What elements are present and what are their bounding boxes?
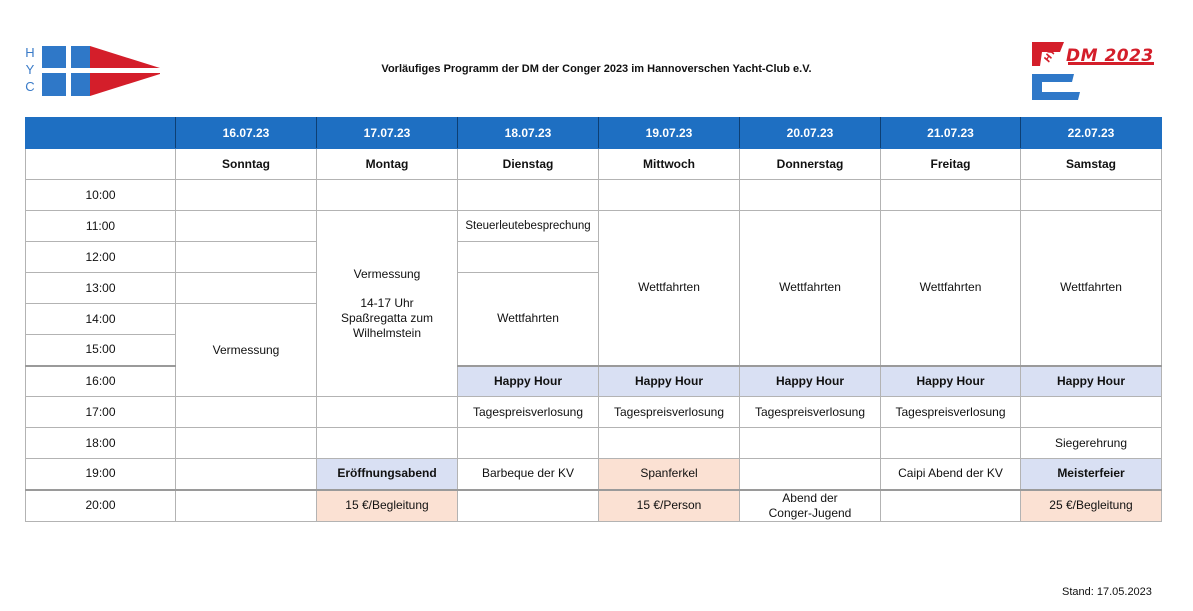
time-row-2000 bbox=[26, 490, 1162, 522]
time-cell: 18:00 bbox=[26, 428, 176, 459]
page-title: Vorläufiges Programm der DM der Conger 2023 im Hannoverschen Yacht-Club e.V. bbox=[381, 63, 812, 75]
time-cell: 20:00 bbox=[26, 490, 176, 522]
date-cell: 20.07.23 bbox=[740, 118, 881, 149]
empty-cell bbox=[599, 180, 740, 211]
time-cell: 10:00 bbox=[26, 180, 176, 211]
date-cell: 18.07.23 bbox=[458, 118, 599, 149]
empty-cell bbox=[881, 428, 1021, 459]
empty-cell bbox=[599, 428, 740, 459]
logo-hyc-tag: HYC bbox=[1042, 41, 1062, 65]
schedule-table bbox=[25, 117, 1162, 522]
empty-cell bbox=[458, 428, 599, 459]
time-cell: 11:00 bbox=[26, 211, 176, 242]
day-header-row bbox=[26, 149, 1162, 180]
empty-cell bbox=[176, 242, 317, 273]
day-cell: Dienstag bbox=[458, 149, 599, 180]
empty-cell bbox=[881, 490, 1021, 522]
dm-2023-logo bbox=[1028, 40, 1158, 102]
empty-cell bbox=[1021, 180, 1162, 211]
event-sat-wettfahrten: Wettfahrten bbox=[1021, 211, 1162, 366]
date-cell: 16.07.23 bbox=[176, 118, 317, 149]
time-row-1900 bbox=[26, 459, 1162, 490]
day-cell: Freitag bbox=[881, 149, 1021, 180]
empty-cell bbox=[458, 490, 599, 522]
stand-date: Stand: 17.05.2023 bbox=[1062, 586, 1152, 598]
event-happy-hour: Happy Hour bbox=[881, 366, 1021, 397]
time-row-1100 bbox=[26, 211, 1162, 242]
logo-dm-2023-text: DM 2023 bbox=[1066, 46, 1154, 66]
event-happy-hour: Happy Hour bbox=[599, 366, 740, 397]
time-row-1700 bbox=[26, 397, 1162, 428]
event-tagespreis: Tagespreisverlosung bbox=[599, 397, 740, 428]
empty-cell bbox=[176, 397, 317, 428]
price-wed: 15 €/Person bbox=[599, 490, 740, 522]
time-cell: 12:00 bbox=[26, 242, 176, 273]
time-cell: 19:00 bbox=[26, 459, 176, 490]
date-cell: 19.07.23 bbox=[599, 118, 740, 149]
corner-cell bbox=[26, 118, 176, 149]
time-row-1000 bbox=[26, 180, 1162, 211]
date-cell: 22.07.23 bbox=[1021, 118, 1162, 149]
event-mon-vermessung bbox=[317, 211, 458, 397]
empty-cell bbox=[458, 242, 599, 273]
event-happy-hour: Happy Hour bbox=[458, 366, 599, 397]
event-sun-vermessung: Vermessung bbox=[176, 304, 317, 397]
time-cell: 15:00 bbox=[26, 335, 176, 366]
event-steuerleute: Steuerleutebesprechung bbox=[458, 211, 599, 242]
event-barbeque: Barbeque der KV bbox=[458, 459, 599, 490]
event-happy-hour: Happy Hour bbox=[1021, 366, 1162, 397]
event-tagespreis: Tagespreisverlosung bbox=[458, 397, 599, 428]
date-header-row bbox=[26, 118, 1162, 149]
abend-line-1: Abend der bbox=[782, 490, 838, 505]
date-cell: 21.07.23 bbox=[881, 118, 1021, 149]
event-happy-hour: Happy Hour bbox=[740, 366, 881, 397]
event-spanferkel: Spanferkel bbox=[599, 459, 740, 490]
event-wed-wettfahrten: Wettfahrten bbox=[599, 211, 740, 366]
day-cell: Samstag bbox=[1021, 149, 1162, 180]
empty-cell bbox=[740, 428, 881, 459]
price-sat: 25 €/Begleitung bbox=[1021, 490, 1162, 522]
event-tagespreis: Tagespreisverlosung bbox=[881, 397, 1021, 428]
day-cell: Mittwoch bbox=[599, 149, 740, 180]
event-thu-wettfahrten: Wettfahrten bbox=[740, 211, 881, 366]
day-cell: Donnerstag bbox=[740, 149, 881, 180]
event-spassregatta-label: 14-17 Uhr Spaßregatta zum Wilhelmstein bbox=[340, 295, 434, 340]
time-cell: 17:00 bbox=[26, 397, 176, 428]
empty-cell bbox=[740, 459, 881, 490]
empty-cell bbox=[176, 428, 317, 459]
day-cell: Montag bbox=[317, 149, 458, 180]
empty-cell bbox=[176, 490, 317, 522]
empty-cell bbox=[26, 149, 176, 180]
abend-line-2: Conger-Jugend bbox=[768, 505, 852, 520]
time-cell: 13:00 bbox=[26, 273, 176, 304]
empty-cell bbox=[176, 459, 317, 490]
empty-cell bbox=[317, 180, 458, 211]
empty-cell bbox=[881, 180, 1021, 211]
event-abend-conger-jugend bbox=[740, 490, 881, 522]
day-cell: Sonntag bbox=[176, 149, 317, 180]
event-fri-wettfahrten: Wettfahrten bbox=[881, 211, 1021, 366]
empty-cell bbox=[176, 180, 317, 211]
empty-cell bbox=[458, 180, 599, 211]
event-tue-wettfahrten: Wettfahrten bbox=[458, 273, 599, 366]
event-caipi: Caipi Abend der KV bbox=[881, 459, 1021, 490]
empty-cell bbox=[317, 397, 458, 428]
logo-letter-y: Y bbox=[25, 62, 35, 77]
price-mon: 15 €/Begleitung bbox=[317, 490, 458, 522]
date-cell: 17.07.23 bbox=[317, 118, 458, 149]
empty-cell bbox=[1021, 397, 1162, 428]
time-row-1800 bbox=[26, 428, 1162, 459]
time-cell: 16:00 bbox=[26, 366, 176, 397]
event-vermessung-label: Vermessung bbox=[353, 266, 421, 281]
empty-cell bbox=[740, 180, 881, 211]
empty-cell bbox=[176, 273, 317, 304]
logo-letter-h: H bbox=[25, 45, 35, 60]
empty-cell bbox=[317, 428, 458, 459]
event-tagespreis: Tagespreisverlosung bbox=[740, 397, 881, 428]
event-eroeffnungsabend: Eröffnungsabend bbox=[317, 459, 458, 490]
logo-letter-c: C bbox=[25, 79, 35, 94]
event-meisterfeier: Meisterfeier bbox=[1021, 459, 1162, 490]
time-cell: 14:00 bbox=[26, 304, 176, 335]
event-siegerehrung: Siegerehrung bbox=[1021, 428, 1162, 459]
empty-cell bbox=[176, 211, 317, 242]
